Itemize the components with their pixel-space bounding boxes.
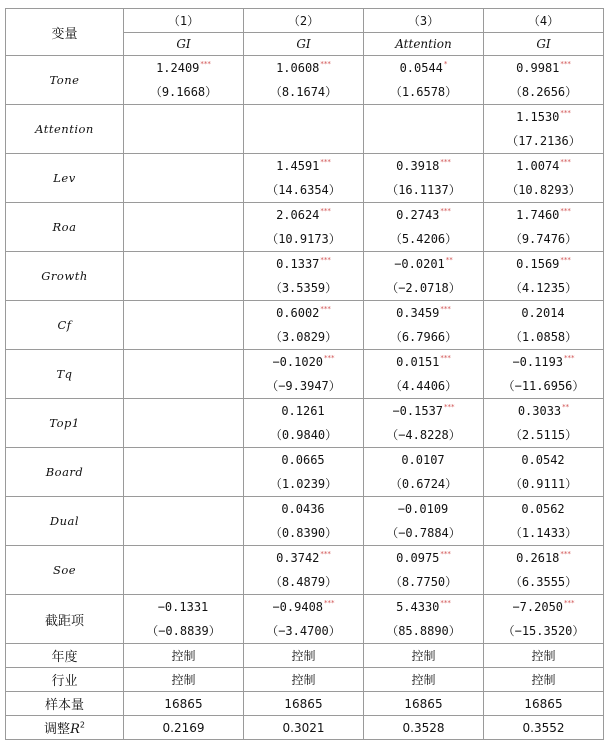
significance-stars: **	[562, 403, 570, 411]
table-row	[6, 301, 604, 350]
footer-row	[6, 692, 604, 716]
significance-stars: ***	[440, 305, 451, 313]
significance-stars: ***	[324, 354, 335, 362]
table-row	[6, 203, 604, 252]
coefficient: −0.1020	[272, 355, 324, 369]
coefficient: 1.4591	[276, 159, 320, 173]
coefficient: 0.3033	[517, 404, 562, 418]
coefficient: −0.1193	[512, 355, 564, 369]
t-statistic: （10.9173）	[266, 232, 341, 246]
coefficient: 1.7460	[516, 208, 560, 222]
estimate-cell	[484, 301, 604, 350]
t-statistic: （10.8293）	[506, 183, 581, 197]
estimate-cell	[484, 497, 604, 546]
table-row	[6, 252, 604, 301]
coefficient: 2.0624	[276, 208, 320, 222]
t-statistic: （1.1433）	[509, 526, 578, 540]
footer-value: 16865	[244, 692, 364, 716]
significance-stars: ***	[440, 550, 451, 558]
t-statistic: （5.4206）	[389, 232, 458, 246]
t-statistic: （17.2136）	[506, 134, 581, 148]
coefficient: 5.4330	[396, 600, 440, 614]
coefficient: 0.6002	[276, 306, 320, 320]
footer-value: 控制	[364, 668, 484, 692]
t-statistic: （8.7750）	[389, 575, 458, 589]
estimate-cell	[364, 350, 484, 399]
footer-value: 控制	[484, 644, 604, 668]
estimate-cell	[484, 595, 604, 644]
t-statistic: （9.7476）	[509, 232, 578, 246]
estimate-cell	[124, 301, 244, 350]
significance-stars: ***	[324, 599, 335, 607]
r2-row	[6, 716, 604, 740]
significance-stars: ***	[444, 403, 455, 411]
coefficient: 0.1261	[281, 404, 325, 418]
t-statistic: （4.1235）	[509, 281, 578, 295]
significance-stars: ***	[560, 207, 571, 215]
significance-stars: ***	[200, 60, 211, 68]
footer-row	[6, 668, 604, 692]
dependent-var-4: GI	[484, 33, 604, 56]
dependent-var-2: GI	[244, 33, 364, 56]
footer-value: 控制	[124, 668, 244, 692]
column-1-header: （1）	[124, 9, 244, 33]
significance-stars: ***	[440, 599, 451, 607]
dependent-var-3: Attention	[364, 33, 484, 56]
r2-symbol: R	[70, 722, 80, 737]
coefficient: 0.0665	[281, 453, 325, 467]
footer-value: 控制	[484, 668, 604, 692]
coefficient: 0.0542	[521, 453, 565, 467]
estimate-cell	[364, 448, 484, 497]
coefficient: 0.1569	[516, 257, 560, 271]
estimate-cell	[244, 350, 364, 399]
t-statistic: （6.7966）	[389, 330, 458, 344]
coefficient: −0.0201	[394, 257, 445, 271]
significance-stars: ***	[440, 354, 451, 362]
estimate-cell	[124, 252, 244, 301]
coefficient: 0.0151	[396, 355, 440, 369]
estimate-cell	[124, 497, 244, 546]
significance-stars: ***	[440, 158, 451, 166]
footer-label: 行业	[6, 668, 124, 692]
estimate-cell	[364, 301, 484, 350]
coefficient: 1.0074	[516, 159, 560, 173]
footer-value: 控制	[124, 644, 244, 668]
estimate-cell	[124, 203, 244, 252]
coefficient: 1.2409	[156, 61, 200, 75]
significance-stars: ***	[320, 550, 331, 558]
coefficient: −0.0109	[397, 502, 449, 516]
t-statistic	[124, 472, 243, 496]
estimate-cell	[484, 56, 604, 105]
coefficient: 1.0608	[276, 61, 320, 75]
table-row	[6, 448, 604, 497]
estimate-cell	[244, 595, 364, 644]
t-statistic: （−4.8228）	[386, 428, 461, 442]
estimate-cell	[244, 56, 364, 105]
t-statistic: （−11.6956）	[502, 379, 585, 393]
t-statistic: （1.0858）	[509, 330, 578, 344]
significance-stars: ***	[560, 60, 571, 68]
estimate-cell	[484, 154, 604, 203]
footer-label: 年度	[6, 644, 124, 668]
r2-label	[6, 716, 124, 740]
estimate-cell	[364, 399, 484, 448]
t-statistic	[124, 129, 243, 153]
intercept-label: 截距项	[6, 595, 124, 644]
table-row	[6, 546, 604, 595]
significance-stars: ***	[564, 599, 575, 607]
coefficient: 0.0436	[281, 502, 325, 516]
column-2-header: （2）	[244, 9, 364, 33]
t-statistic	[124, 325, 243, 349]
table-row	[6, 497, 604, 546]
t-statistic: （0.8390）	[269, 526, 338, 540]
variable-name: Tone	[6, 56, 124, 105]
estimate-cell	[244, 546, 364, 595]
significance-stars: ***	[320, 158, 331, 166]
coefficient: 0.9981	[516, 61, 560, 75]
intercept-row	[6, 595, 604, 644]
coefficient: 0.3742	[276, 551, 320, 565]
coefficient: 0.0562	[521, 502, 565, 516]
t-statistic: （−9.3947）	[266, 379, 341, 393]
variable-name: Dual	[6, 497, 124, 546]
table-row	[6, 56, 604, 105]
coefficient: −0.1537	[392, 404, 444, 418]
variable-name: Growth	[6, 252, 124, 301]
variable-name: Roa	[6, 203, 124, 252]
estimate-cell	[244, 301, 364, 350]
t-statistic	[124, 276, 243, 300]
footer-value: 16865	[484, 692, 604, 716]
t-statistic: （0.6724）	[389, 477, 458, 491]
variable-name: Lev	[6, 154, 124, 203]
t-statistic: （14.6354）	[266, 183, 341, 197]
r2-value: 0.2169	[124, 716, 244, 740]
coefficient: 0.0544	[399, 61, 443, 75]
table-row	[6, 105, 604, 154]
coefficient: 0.2014	[521, 306, 565, 320]
variable-name: Top1	[6, 399, 124, 448]
significance-stars: ***	[560, 109, 571, 117]
r2-value: 0.3021	[244, 716, 364, 740]
significance-stars: ***	[320, 207, 331, 215]
t-statistic: （1.6578）	[389, 85, 458, 99]
t-statistic: （8.2656）	[509, 85, 578, 99]
estimate-cell	[364, 154, 484, 203]
r2-value: 0.3528	[364, 716, 484, 740]
estimate-cell	[484, 203, 604, 252]
estimate-cell	[124, 399, 244, 448]
r2-prefix: 调整	[44, 722, 71, 737]
estimate-cell	[124, 595, 244, 644]
variable-name: Soe	[6, 546, 124, 595]
estimate-cell	[124, 448, 244, 497]
footer-value: 控制	[244, 644, 364, 668]
coefficient: 0.3918	[396, 159, 440, 173]
estimate-cell	[364, 105, 484, 154]
significance-stars: ***	[320, 256, 331, 264]
estimate-cell	[364, 56, 484, 105]
estimate-cell	[484, 546, 604, 595]
significance-stars: *	[443, 60, 448, 68]
estimate-cell	[364, 497, 484, 546]
estimate-cell	[244, 203, 364, 252]
table-body	[6, 56, 604, 740]
estimate-cell	[244, 399, 364, 448]
header-row-columns	[6, 9, 604, 33]
estimate-cell	[484, 105, 604, 154]
t-statistic	[364, 129, 483, 153]
t-statistic: （0.9111）	[509, 477, 578, 491]
t-statistic: （6.3555）	[509, 575, 578, 589]
variable-name: Board	[6, 448, 124, 497]
coefficient: 0.0107	[401, 453, 445, 467]
estimate-cell	[484, 252, 604, 301]
t-statistic: （−15.3520）	[502, 624, 585, 638]
estimate-cell	[484, 350, 604, 399]
estimate-cell	[124, 350, 244, 399]
t-statistic: （8.4879）	[269, 575, 338, 589]
t-statistic: （3.5359）	[269, 281, 338, 295]
coefficient: 0.1337	[276, 257, 320, 271]
coefficient: −0.1331	[157, 600, 209, 614]
significance-stars: ***	[560, 158, 571, 166]
coefficient: 0.3459	[396, 306, 440, 320]
dependent-var-1: GI	[124, 33, 244, 56]
t-statistic: （8.1674）	[269, 85, 338, 99]
estimate-cell	[364, 252, 484, 301]
significance-stars: ***	[560, 550, 571, 558]
estimate-cell	[484, 399, 604, 448]
r2-superscript: 2	[79, 720, 85, 730]
estimate-cell	[364, 546, 484, 595]
t-statistic: （4.4406）	[389, 379, 458, 393]
estimate-cell	[124, 154, 244, 203]
estimate-cell	[244, 448, 364, 497]
t-statistic	[124, 423, 243, 447]
significance-stars: ***	[564, 354, 575, 362]
significance-stars: **	[445, 256, 453, 264]
t-statistic	[124, 521, 243, 545]
variable-name: Tq	[6, 350, 124, 399]
coefficient: −0.9408	[272, 600, 324, 614]
t-statistic: （0.9840）	[269, 428, 338, 442]
t-statistic	[244, 129, 363, 153]
table-row	[6, 154, 604, 203]
footer-value: 16865	[124, 692, 244, 716]
t-statistic: （−3.4700）	[266, 624, 341, 638]
estimate-cell	[244, 497, 364, 546]
estimate-cell	[364, 203, 484, 252]
t-statistic: （2.5115）	[509, 428, 578, 442]
t-statistic: （−0.7884）	[386, 526, 461, 540]
estimate-cell	[484, 448, 604, 497]
estimate-cell	[244, 105, 364, 154]
table-row	[6, 350, 604, 399]
coefficient: 0.2618	[516, 551, 560, 565]
t-statistic	[124, 178, 243, 202]
table-row	[6, 399, 604, 448]
t-statistic: （1.0239）	[269, 477, 338, 491]
t-statistic: （16.1137）	[386, 183, 461, 197]
footer-row	[6, 644, 604, 668]
significance-stars: ***	[440, 207, 451, 215]
variable-name: Cf	[6, 301, 124, 350]
significance-stars: ***	[560, 256, 571, 264]
estimate-cell	[124, 56, 244, 105]
coefficient: −7.2050	[512, 600, 564, 614]
footer-label: 样本量	[6, 692, 124, 716]
significance-stars: ***	[320, 60, 331, 68]
coefficient: 1.1530	[516, 110, 560, 124]
r2-value: 0.3552	[484, 716, 604, 740]
estimate-cell	[364, 595, 484, 644]
regression-table	[5, 8, 604, 740]
coefficient: 0.2743	[396, 208, 440, 222]
t-statistic: （85.8890）	[386, 624, 461, 638]
variable-name: Attention	[6, 105, 124, 154]
variable-header: 变量	[6, 9, 124, 56]
t-statistic	[124, 570, 243, 594]
t-statistic	[124, 374, 243, 398]
column-4-header: （4）	[484, 9, 604, 33]
t-statistic	[124, 227, 243, 251]
significance-stars: ***	[320, 305, 331, 313]
t-statistic: （9.1668）	[149, 85, 218, 99]
footer-value: 控制	[364, 644, 484, 668]
footer-value: 控制	[244, 668, 364, 692]
t-statistic: （3.0829）	[269, 330, 338, 344]
estimate-cell	[124, 105, 244, 154]
estimate-cell	[244, 252, 364, 301]
estimate-cell	[124, 546, 244, 595]
footer-value: 16865	[364, 692, 484, 716]
estimate-cell	[244, 154, 364, 203]
coefficient: 0.0975	[396, 551, 440, 565]
t-statistic: （−0.8839）	[146, 624, 221, 638]
column-3-header: （3）	[364, 9, 484, 33]
t-statistic: （−2.0718）	[386, 281, 461, 295]
